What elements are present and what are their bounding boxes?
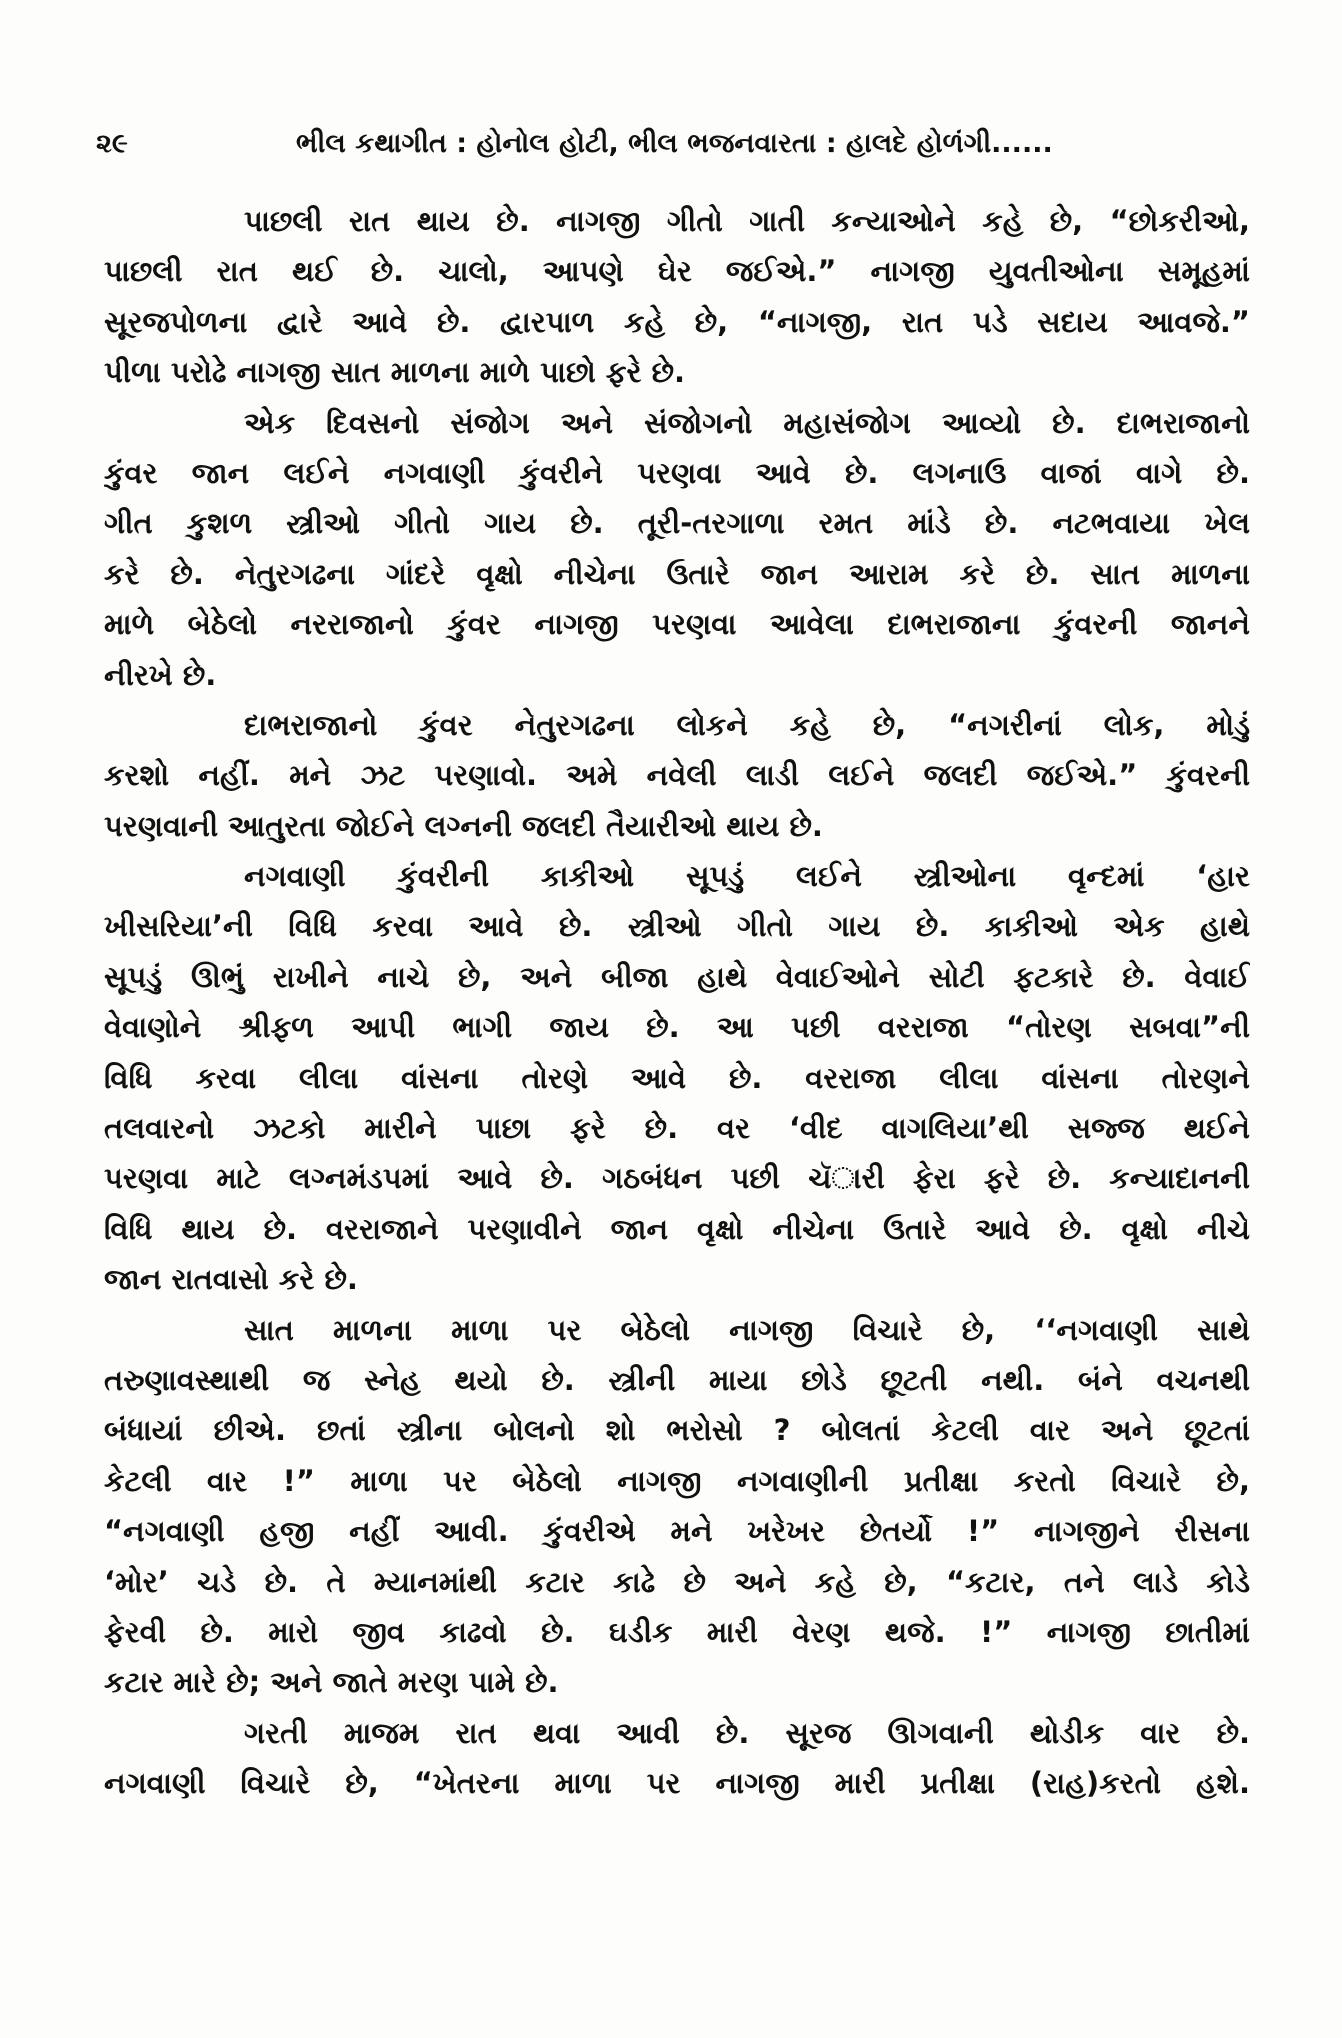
text-line: સૂરજપોળના દ્વારે આવે છે. દ્વારપાળ કહે છે, “નાગજી, રાત પડે સદાય આવજે.” — [104, 304, 1250, 339]
text-line: પરણવા માટે લગ્નમંડપમાં આવે છે. ગઠબંધન પછી ચૅારી ફેરા ફરે છે. કન્યાદાનની — [104, 1161, 1250, 1196]
text-line: તરુણાવસ્થાથી જ સ્નેહ થયો છે. સ્ત્રીની માયા છોડે છૂટતી નથી. બંને વચનથી — [104, 1362, 1250, 1397]
page-number: ૨૯ — [96, 128, 128, 159]
text-line: કરશો નહીં. મને ઝટ પરણાવો. અમે નવેલી લાડી લઈને જલદી જઈએ.” કુંવરની — [104, 758, 1250, 793]
text-line: “નગવાણી હજી નહીં આવી. કુંવરીએ મને ખરેખર છેતર્યો !” નાગજીને રીસના — [104, 1514, 1250, 1549]
text-line: નગવાણી વિચારે છે, “ખેતરના માળા પર નાગજી મારી પ્રતીક્ષા (રાહ)કરતો હશે. — [104, 1766, 1250, 1801]
text-line: ‘મોર’ ચડે છે. તે મ્યાનમાંથી કટાર કાઢે છે અને કહે છે, “કટાર, તને લાડે કોડે — [104, 1564, 1250, 1599]
text-line: પાછલી રાત થઈ છે. ચાલો, આપણે ઘેર જઈએ.” નાગજી યુવતીઓના સમૂહમાં — [104, 254, 1250, 289]
text-line: ફેરવી છે. મારો જીવ કાઢવો છે. ઘડીક મારી વેરણ થજે. !” નાગજી છાતીમાં — [104, 1614, 1250, 1649]
text-line: સૂપડું ઊભું રાખીને નાચે છે, અને બીજા હાથે વેવાઈઓને સોટી ફટકારે છે. વેવાઈ — [104, 959, 1250, 994]
text-line: વેવાણોને શ્રીફળ આપી ભાગી જાય છે. આ પછી વરરાજા “તોરણ સબવા”ની — [104, 1010, 1250, 1045]
text-line: ખીસરિયા’ની વિધિ કરવા આવે છે. સ્ત્રીઓ ગીતો ગાય છે. કાકીઓ એક હાથે — [104, 909, 1250, 944]
text-line: પરણવાની આતુરતા જોઈને લગ્નની જલદી તૈયારીઓ થાય છે. — [104, 808, 823, 843]
text-line: દાભરાજાનો કુંવર નેતુરગઢના લોકને કહે છે, “નગરીનાં લોક, મોડું — [244, 707, 1250, 742]
text-line: માળે બેઠેલો નરરાજાનો કુંવર નાગજી પરણવા આવેલા દાભરાજાના કુંવરની જાનને — [104, 607, 1250, 642]
text-line: ગીત કુશળ સ્ત્રીઓ ગીતો ગાય છે. તૂરી-તરગાળા રમત માંડે છે. નટભવાયા ખેલ — [104, 506, 1250, 541]
text-line: કરે છે. નેતુરગઢના ગાંદરે વૃક્ષો નીચેના ઉતારે જાન આરામ કરે છે. સાત માળના — [104, 556, 1250, 591]
text-line: તલવારનો ઝટકો મારીને પાછા ફરે છે. વર ‘વીદ વાગલિયા’થી સજ્જ થઈને — [104, 1111, 1250, 1146]
text-line: વિધિ થાય છે. વરરાજાને પરણાવીને જાન વૃક્ષો નીચેના ઉતારે આવે છે. વૃક્ષો નીચે — [104, 1211, 1250, 1246]
text-line: જાન રાતવાસો કરે છે. — [104, 1262, 358, 1297]
text-line: સાત માળના માળા પર બેઠેલો નાગજી વિચારે છે, ‘‘નગવાણી સાથે — [244, 1312, 1250, 1347]
text-line: બંધાયાં છીએ. છતાં સ્ત્રીના બોલનો શો ભરોસો ? બોલતાં કેટલી વાર અને છૂટતાં — [104, 1413, 1250, 1448]
text-line: કુંવર જાન લઈને નગવાણી કુંવરીને પરણવા આવે છે. લગનાઉ વાજાં વાગે છે. — [104, 455, 1250, 490]
text-line: કટાર મારે છે; અને જાતે મરણ પામે છે. — [104, 1665, 559, 1700]
running-title: ભીલ કથાગીત : હોનોલ હોટી, ભીલ ભજનવારતા : હાલદે હોળંગી...... — [296, 128, 1053, 159]
text-line: પીળા પરોઢે નાગજી સાત માળના માળે પાછો ફરે છે. — [104, 355, 686, 390]
text-line: વિધિ કરવા લીલા વાંસના તોરણે આવે છે. વરરાજા લીલા વાંસના તોરણને — [104, 1060, 1250, 1095]
text-line: કેટલી વાર !” માળા પર બેઠેલો નાગજી નગવાણીની પ્રતીક્ષા કરતો વિચારે છે, — [104, 1463, 1250, 1498]
body-text — [104, 196, 1250, 1809]
text-line: પાછલી રાત થાય છે. નાગજી ગીતો ગાતી કન્યાઓને કહે છે, “છોકરીઓ, — [244, 204, 1250, 238]
text-line: એક દિવસનો સંજોગ અને સંજોગનો મહાસંજોગ આવ્યો છે. દાભરાજાનો — [244, 405, 1250, 440]
page-header — [96, 128, 1246, 174]
text-line: નગવાણી કુંવરીની કાકીઓ સૂપડું લઈને સ્ત્રીઓના વૃન્દમાં ‘હાર — [244, 859, 1250, 894]
text-line: નીરખે છે. — [104, 657, 217, 692]
text-line: ગરતી માજમ રાત થવા આવી છે. સૂરજ ઊગવાની થોડીક વાર છે. — [244, 1715, 1250, 1750]
